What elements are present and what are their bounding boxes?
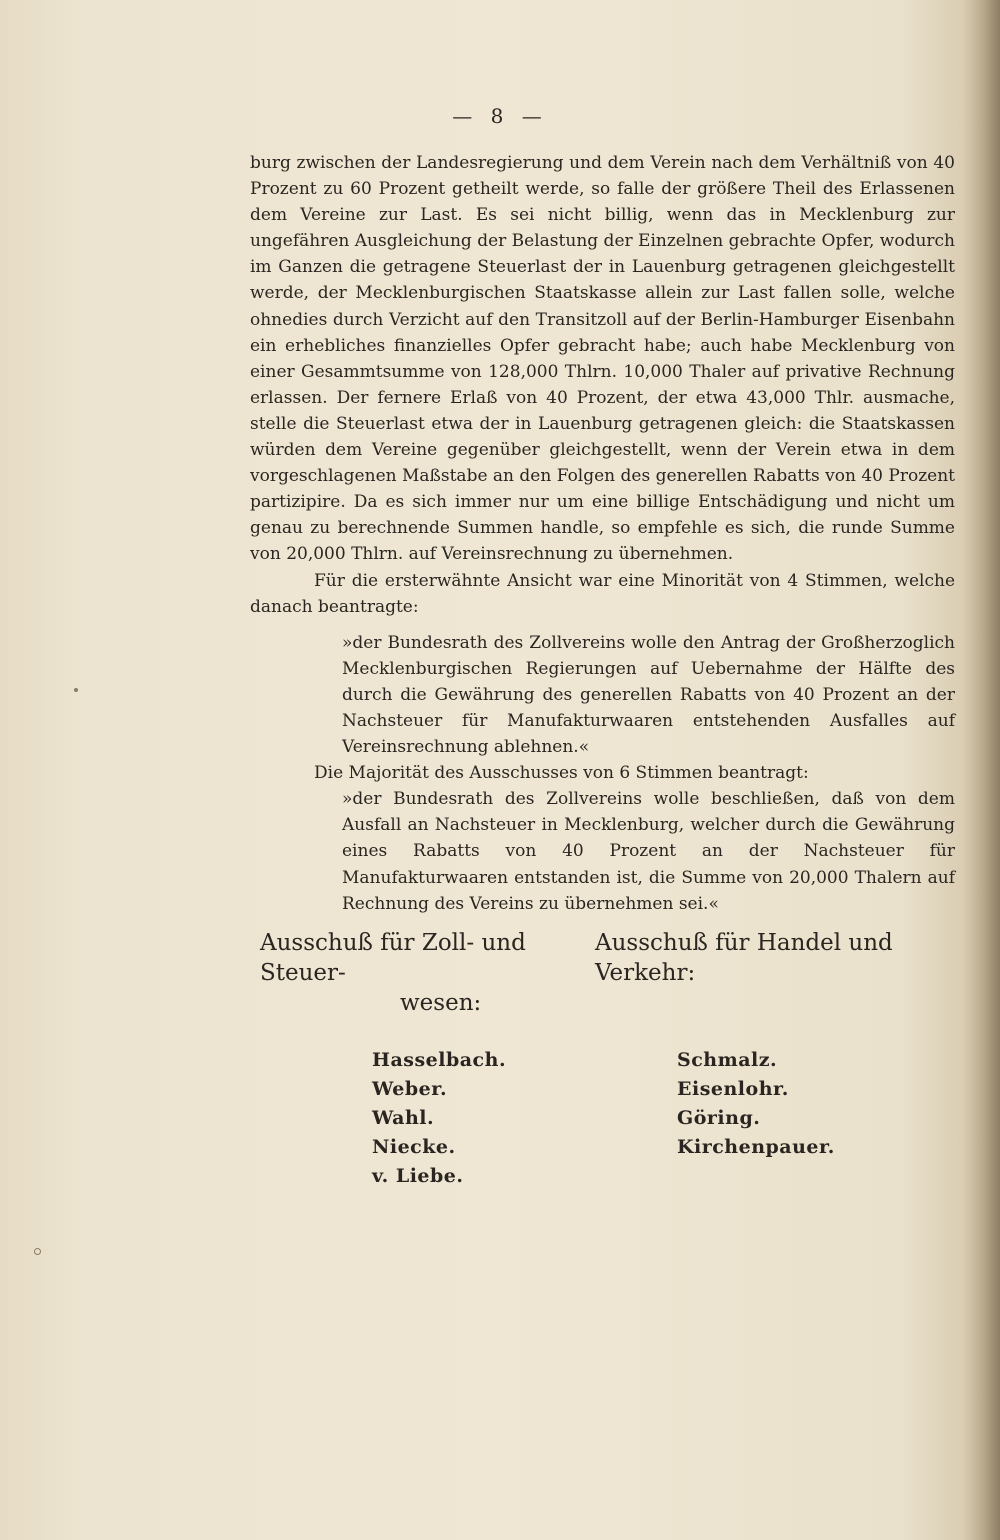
signatory-name: Göring. bbox=[677, 1107, 761, 1129]
minority-motion-quote: »der Bundesrath des Zollvereins wolle den Antrag der Großherzoglich Mecklenburgischen Regierungen auf Uebernahme der Hälfte des durch die Gewährung des generellen Rabatts von 40 Prozent an der Nachsteuer für Manufakturwaaren entstehenden Ausfalles auf Vereinsrechnung ablehnen.« bbox=[342, 632, 955, 758]
committee-title-line: Ausschuß für Handel und Verkehr: bbox=[595, 930, 893, 986]
committee-customs-taxes bbox=[260, 928, 590, 1191]
committee-title-line: Ausschuß für Zoll- und Steuer- bbox=[260, 930, 526, 986]
signatory-name: Kirchenpauer. bbox=[677, 1136, 835, 1158]
signatory-name: Wahl. bbox=[372, 1107, 435, 1129]
paragraph: burg zwischen der Landesregierung und dem Verein nach dem Verhältniß von 40 Prozent zu 60 Prozent getheilt werde, so falle der größere Theil des Erlassenen dem Vereine zur Last. Es sei nicht billig, wenn das in Mecklenburg zur ungefähren Ausgleichung der Belastung der Einzelnen gebrachte Opfer, wodurch im Ganzen die getragene Steuerlast der in Lauenburg getragenen gleichgestellt werde, der Mecklenburgischen Staatskasse allein zur Last fallen solle, welche ohnedies durch Verzicht auf den Transitzoll auf der Berlin-Hamburger Eisenbahn ein erhebliches finanzielles Opfer gebracht habe; auch habe Mecklenburg von einer Gesammtsumme von 128,000 Thlrn. 10,000 Thaler auf privative Rechnung erlassen. Der fernere Erlaß von 40 Prozent, der etwa 43,000 Thlr. ausmache, stelle die Steuerlast etwa der in Lauenburg getragenen gleich: die Staatskassen würden dem Vereine gegenüber gleichgestellt, wenn der Verein etwa in dem vorgeschlagenen Maßstabe an den Folgen des generellen Rabatts von 40 Prozent partizipire. Da es sich immer nur um eine billige Entschädigung und nicht um genau zu berechnende Summen handle, so empfehle es sich, die runde Summe von 20,000 Thlrn. auf Vereinsrechnung zu übernehmen. bbox=[250, 153, 955, 565]
signatory-name: Weber. bbox=[372, 1078, 448, 1100]
page-number: — 8 — bbox=[452, 104, 548, 128]
committee-title bbox=[595, 928, 965, 988]
signatory-name: Eisenlohr. bbox=[677, 1078, 789, 1100]
paragraph: Für die ersterwähnte Ansicht war eine Minorität von 4 Stimmen, welche danach beantragte: bbox=[250, 570, 955, 617]
signatory-name: Niecke. bbox=[372, 1136, 456, 1158]
page-edge-shadow bbox=[962, 0, 1000, 1540]
signatory-name: v. Liebe. bbox=[372, 1165, 464, 1187]
signatory-name: Schmalz. bbox=[677, 1049, 778, 1071]
paragraph: Die Majorität des Ausschusses von 6 Stimmen beantragt: bbox=[314, 763, 809, 784]
committee-title bbox=[260, 928, 590, 1018]
body-text bbox=[250, 150, 955, 917]
signatory-name: Hasselbach. bbox=[372, 1049, 507, 1071]
paper-speck bbox=[34, 1248, 41, 1255]
signature-block bbox=[0, 928, 1000, 1187]
committee-title-line: wesen: bbox=[400, 990, 482, 1016]
signatory-list bbox=[595, 1046, 965, 1162]
paper-speck bbox=[74, 688, 78, 692]
majority-motion-quote: »der Bundesrath des Zollvereins wolle beschließen, daß von dem Ausfall an Nachsteuer in Mecklenburg, welcher durch die Gewährung eines Rabatts von 40 Prozent an der Nachsteuer für Manufakturwaaren entstanden ist, die Summe von 20,000 Thalern auf Rechnung des Vereins zu übernehmen sei.« bbox=[342, 789, 955, 914]
signatory-list bbox=[260, 1046, 590, 1191]
committee-trade-transport bbox=[595, 928, 965, 1162]
